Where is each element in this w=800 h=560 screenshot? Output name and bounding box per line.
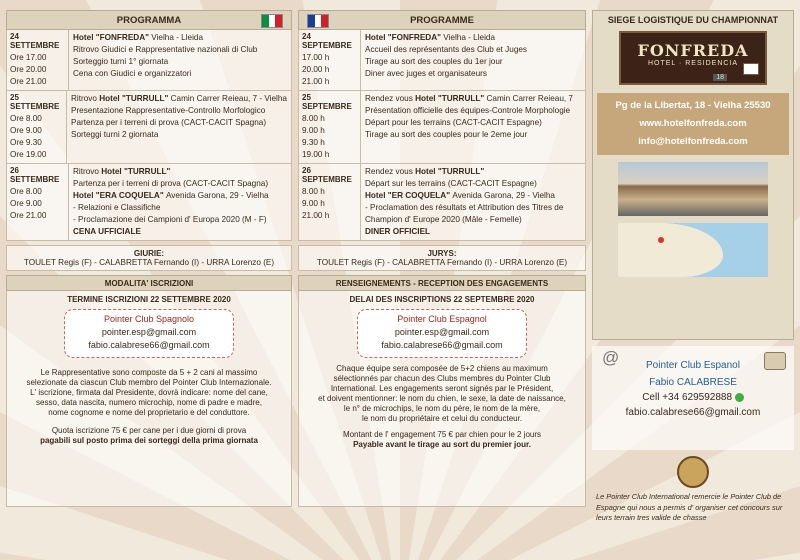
event-line [365,56,581,68]
event-text: Camin Carrer Reieau, 7 [486,94,573,103]
whatsapp-icon [735,393,744,402]
event-line [73,56,287,68]
event-text: Hotel "TURRULL" [99,94,171,103]
event-line [71,117,287,129]
paragraph-line: nome cognome e nome del proprietario e del conduttore. [48,408,250,417]
contact-box-it [64,309,234,358]
day-date: 26 SETTEMBRE [10,166,60,184]
event-text: Partenza per i terreni di prova (CACT-CACIT Spagna) [70,118,267,127]
time-entry: 9.00 h [302,199,325,208]
club-name: Pointer Club Espanol [646,360,740,371]
email-link[interactable]: fabio.calabrese66@gmail.com [88,340,210,350]
day-times [7,164,69,240]
day-times [299,30,361,90]
event-text: DINER OFFICIEL [365,227,431,236]
time-entry: 21.00 h [302,77,330,86]
cell-row [598,392,788,403]
info-column [592,10,794,552]
event-line [365,32,581,44]
paragraph-line: Chaque équipe sera composée de 5+2 chiens au maximum [336,364,548,373]
event-text: Tirage au sort des couples du 1er jour [365,57,503,66]
event-text: Camin Carrer Reieau, 7 - Vielha [170,94,287,103]
event-line [365,129,581,141]
event-line [73,178,287,190]
jury-names: TOULET Regis (F) - CALABRETTA Fernando (I) - URRA Lorenzo (E) [23,258,275,267]
day-date: 24 SETTEMBRE [10,32,60,50]
paragraph-line: le nom du propriétaire et celui du conducteur. [361,414,523,423]
time-entry: 8.00 h [302,114,325,123]
event-text: Ritrovo Giudici e Rappresentative nazionali di Club [73,45,258,54]
time-entry: Ore 17.00 [10,53,47,62]
event-text: Avenida Garona, 29 - Vielha [165,191,269,200]
day-events [361,91,585,163]
day-events [361,164,585,240]
event-text: CENA UFFICIALE [73,227,141,236]
day-date: 24 SEPTEMBRE [302,32,352,50]
hotel-sign-image [619,31,767,85]
time-entry: Ore 8.00 [10,114,42,123]
hotel-panel-title: SIEGE LOGISTIQUE DU CHAMPIONNAT [607,15,779,25]
event-text: - Relazioni e Classifiche [73,203,161,212]
paragraph-line: et doivent mentionner: le nom du chien, le sexe, la date de naissance, [318,394,566,403]
day-times [299,164,361,240]
hotel-photo [618,162,768,216]
event-line [73,68,287,80]
thanks-note: Le Pointer Club International remercie le Pointer Club de Espagne qui nous a permis d' organiser cet concours sur leurs terrain tres valide de chasse [596,492,783,522]
time-entry: Ore 9.00 [10,126,42,135]
event-line [73,44,287,56]
at-icon: @ [602,348,620,367]
event-line [365,44,581,56]
event-line [365,68,581,80]
programme-header [298,10,586,30]
event-text: Présentation officielle des équipes-Controle Morphologie [365,106,571,115]
bed-icon [743,63,759,75]
day-times [7,30,69,90]
jury-box-it [6,245,292,271]
paragraph-line: selezionate da ciascun Club membro del Pointer Club Internazionale. [26,378,272,387]
event-text: Ritrovo [73,167,102,176]
event-text: Vielha - Lleida [443,33,496,42]
club-contact-panel [592,346,794,450]
event-line [365,105,581,117]
event-line [73,226,287,238]
event-line [365,214,581,226]
registration-panel [6,291,292,507]
time-entry: 19.00 h [302,150,330,159]
registration-header: RENSEIGNEMENTS - RECEPTION DES ENGAGEMENTS [298,275,586,291]
event-line [71,105,287,117]
location-map [618,223,768,277]
italian-column [6,10,292,552]
event-text: Vielha - Lleida [151,33,204,42]
event-text: Hotel "TURRULL" [415,94,487,103]
event-line [71,129,287,141]
day-events [69,30,291,90]
registration-deadline: TERMINE ISCRIZIONI 22 SETTEMBRE 2020 [67,295,231,304]
event-line [73,166,287,178]
event-text: Hotel "TURRULL" [415,167,485,176]
jury-title: JURYS: [427,249,457,258]
event-line [365,93,581,105]
time-entry: Ore 8.00 [10,187,42,196]
jury-box-fr [298,245,586,271]
registration-panel [298,291,586,507]
event-text: Avenida Garona, 29 - Vielha [452,191,555,200]
telephone-icon [764,352,786,370]
event-text: Ritrovo [70,94,100,103]
hotel-website-link[interactable]: www.hotelfonfreda.com [639,118,747,129]
sign-name: FONFREDA [637,41,749,60]
event-line [71,93,287,105]
programme-title: PROGRAMME [410,15,474,26]
event-text: Champion d' Europe 2020 (Mâle - Femelle) [365,215,522,224]
time-entry: 9.30 h [302,138,325,147]
map-land [618,223,723,277]
paragraph-line: le n° de microchips, le nom du père, le nom de la mère, [343,404,541,413]
paragraph-line: sélectionnés par chacun des Clubs membres du Pointer Club [333,374,551,383]
paragraph-line: Le Rappresentative sono composte da 5 + 2 cani al massimo [40,368,258,377]
day-events [67,91,291,163]
schedule-day [299,30,585,90]
time-entry: Ore 9.00 [10,199,42,208]
time-entry: 17.00 h [302,53,330,62]
event-text: Rendez vous [365,167,416,176]
event-text: Hotel "FONFREDA" [365,33,444,42]
event-text: Hotel "ER COQUELA" [365,191,453,200]
event-line [73,214,287,226]
event-text: Rendez vous [365,94,416,103]
fee-line: Quota iscrizione 75 € per cane per i due giorni di prova [51,426,247,435]
hotel-email-link[interactable]: info@hotelfonfreda.com [638,136,748,147]
france-flag-icon [307,14,329,28]
programma-title: PROGRAMMA [116,15,182,26]
jury-title: GIURIE: [133,249,165,258]
fee-text [11,426,287,446]
event-text: Tirage au sort des couples pour le 2eme jour [365,130,528,139]
contact-box-fr [357,309,527,358]
event-text: Départ pour les terrains (CACT-CACIT Espagne) [365,118,542,127]
day-date: 25 SETTEMBRE [10,93,60,111]
contact-title: Pointer Club Espagnol [397,314,487,324]
paragraph-line: L' iscrizione, firmata dal Presidente, dovrà indicare: nome del cane, [30,388,268,397]
paragraph-line: sesso, data nascita, numero microchip, nome di padre e madre, [36,398,262,407]
event-text: Sorteggio turni 1° giornata [73,57,169,66]
sign-number: 18 [713,74,727,81]
schedule-day [299,163,585,240]
club-email-link[interactable]: fabio.calabrese66@gmail.com [625,407,761,418]
day-date: 26 SEPTEMBRE [302,166,352,184]
french-column [298,10,586,552]
time-entry: Ore 19.00 [10,150,47,159]
time-entry: Ore 21.00 [10,211,47,220]
time-entry: 9.00 h [302,126,325,135]
event-text: Cena con Giudici e organizzatori [73,69,192,78]
event-line [365,190,581,202]
event-line [365,117,581,129]
rules-paragraph [11,368,287,418]
french-schedule [298,30,586,241]
time-entry: 8.00 h [302,187,325,196]
schedule-day [7,90,291,163]
email-link[interactable]: pointer.esp@gmail.com [394,327,490,337]
hotel-address: Pg de la Libertat, 18 - Vielha 25530 [615,100,771,111]
event-text: Départ sur les terrains (CACT-CACIT Espagne) [365,179,537,188]
event-text: Partenza per i terreni di prova (CACT-CACIT Spagna) [73,179,269,188]
schedule-day [299,90,585,163]
italian-schedule [6,30,292,241]
programma-header [6,10,292,30]
event-text: Presentazione Rappresentative-Controllo Morfologico [70,106,266,115]
jury-names: TOULET Regis (F) - CALABRETTA Fernando (I) - URRA Lorenzo (E) [316,258,568,267]
event-text: Hotel "FONFREDA" [73,33,152,42]
time-entry: Ore 21.00 [10,77,47,86]
schedule-day [7,30,291,90]
event-line [365,178,581,190]
schedule-day [7,163,291,240]
map-pin-icon [658,237,664,243]
event-text: Hotel "ERA COQUELA" [73,191,166,200]
day-events [361,30,585,90]
club-logo [677,456,709,488]
event-text: Sorteggi turni 2 giornata [70,130,159,139]
event-text: - Proclamazione dei Campioni d' Europa 2020 (M - F) [73,215,267,224]
contact-person: Fabio CALABRESE [649,377,737,388]
time-entry: Ore 9.30 [10,138,42,147]
fee-payment-line: Payable avant le tirage au sort du premier jour. [353,440,531,449]
day-events [69,164,291,240]
fee-line: Montant de l' engagement 75 € par chien pour le 2 jours [342,430,542,439]
day-times [299,91,361,163]
cell-number[interactable]: Cell +34 629592888 [642,392,733,403]
hotel-address-box [597,93,789,155]
sign-subtitle: HOTEL · RESIDENCIA [647,60,739,67]
event-line [73,202,287,214]
email-link[interactable]: fabio.calabrese66@gmail.com [381,340,503,350]
rules-paragraph [303,364,581,424]
paragraph-line: International. Les engagements seront signés par le Président, [330,384,554,393]
time-entry: 20.00 h [302,65,330,74]
email-link[interactable]: pointer.esp@gmail.com [101,327,197,337]
italy-flag-icon [261,14,283,28]
time-entry: 21.00 h [302,211,330,220]
day-date: 25 SEPTEMBRE [302,93,352,111]
day-times [7,91,67,163]
event-text: Hotel "TURRULL" [101,167,171,176]
event-line [73,32,287,44]
event-line [73,190,287,202]
event-text: - Proclamation des résultats et Attribution des Titres de [365,203,564,212]
hotel-panel [592,10,794,340]
contact-title: Pointer Club Spagnolo [103,314,195,324]
event-line [365,166,581,178]
event-line [365,202,581,214]
event-line [365,226,581,238]
fee-text [303,430,581,450]
event-text: Accueil des représentants des Club et Juges [365,45,528,54]
fee-payment-line: pagabili sul posto prima dei sorteggi della prima giornata [40,436,258,445]
event-text: Diner avec juges et organisateurs [365,69,487,78]
time-entry: Ore 20.00 [10,65,47,74]
registration-header: MODALITA' ISCRIZIONI [6,275,292,291]
registration-deadline: DELAI DES INSCRIPTIONS 22 SEPTEMBRE 2020 [349,295,535,304]
